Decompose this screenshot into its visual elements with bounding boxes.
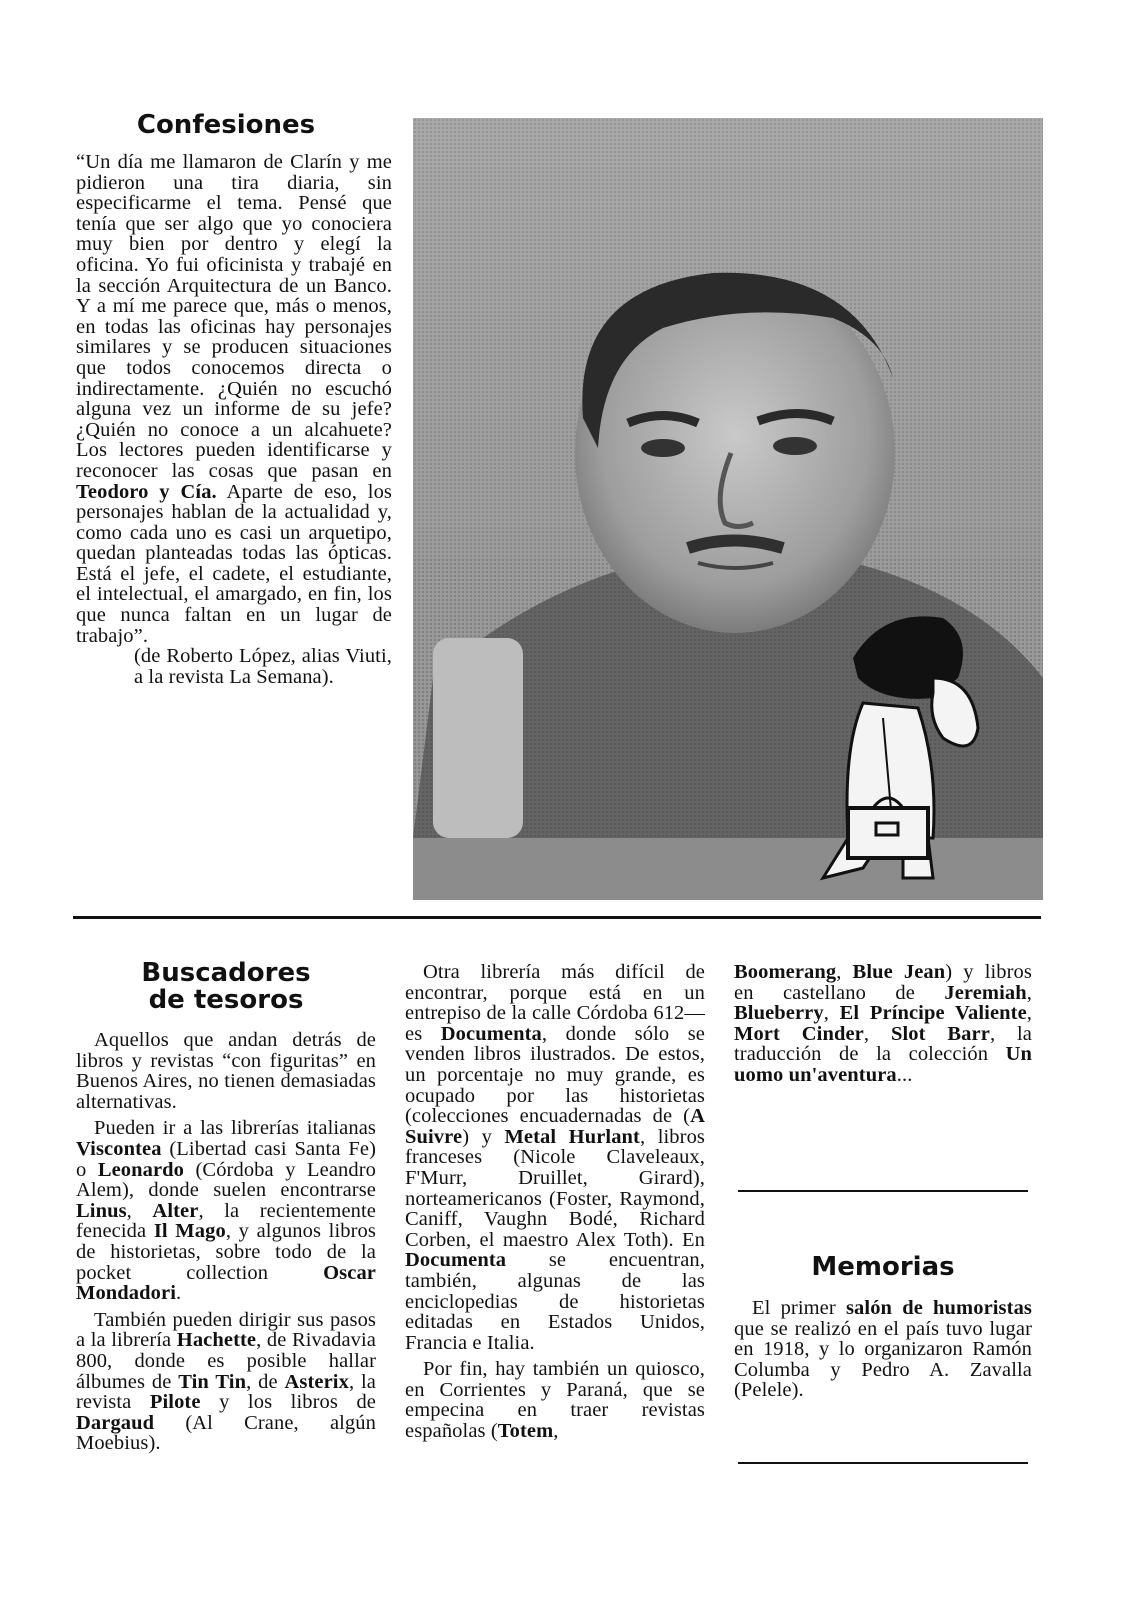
confesiones-quote: “Un día me llamaron de Clarín y me pidieron una tira diaria, sin especificarme el tema. Pensé que tenía que ser algo que yo conociera muy bien por dentro y elegí la oficina. Yo fui oficinista y trabajé en la sección Arquitectura de un Banco. Y a mí me parece que, más o menos, en todas las oficinas hay personajes similares y se producen situaciones que todos conocemos directa o indirectamente. ¿Quién no escuchó alguna vez un informe de su jefe? ¿Quién no conoce a un alcahuete? Los lectores pueden identificarse y reconocer las cosas que pasan en Teodoro y Cía. Aparte de eso, los personajes hablan de la actualidad y, como cada uno es casi un arquetipo, quedan planteadas todas las ópticas. Está el jefe, el cadete, el estudiante, el intelectual, el amargado, en fin, los que nunca faltan en un lugar de trabajo”. [76,151,392,647]
buscadores-title-line1: Buscadores [141,958,311,988]
confesiones-title: Confesiones [136,110,316,140]
right-column-rule-top [738,1190,1028,1192]
buscadores-paragraph-2: Pueden ir a las librerías italianas Viscontea (Libertad casi Santa Fe) o Leonardo (Córdoba y Leandro Alem), donde suelen encontrarse Linus, Alter, la recientemente fenecida Il Mago, y algunos libros de historietas, sobre todo de la pocket collection Oscar Mondadori. [76,1117,376,1305]
middle-paragraph-2: Por fin, hay también un quiosco, en Corrientes y Paraná, que se empecina en traer revistas españolas (Totem, [405,1358,705,1443]
confesiones-attribution: (de Roberto López, alias Viuti, a la revista La Semana). [134,645,392,688]
buscadores-title-line2: de tesoros [148,985,304,1016]
buscadores-paragraph-1: Aquellos que andan detrás de libros y revistas “con figuritas” en Buenos Aires, no tienen demasiadas alternativas. [76,1029,376,1113]
memorias-paragraph: El primer salón de humoristas que se realizó en el país tuvo lugar en 1918, y lo organizaron Ramón Columba y Pedro A. Zavalla (Pelele). [734,1297,1032,1402]
buscadores-title [96,960,356,1015]
buscadores-paragraph-3: También pueden dirigir sus pasos a la librería Hachette, de Rivadavia 800, donde es posible hallar álbumes de Tin Tin, de Asterix, la revista Pilote y los libros de Dargaud (Al Crane, algún Moebius). [76,1308,376,1455]
portrait-illustration [413,118,1043,900]
right-column-rule-bottom [738,1462,1028,1464]
section-divider [73,916,1041,919]
buscadores-body [76,1030,376,1454]
portrait-photo [413,118,1043,900]
memorias-title: Memorias [811,1252,955,1282]
confesiones-body [76,152,392,687]
right-paragraph-1: Boomerang, Blue Jean) y libros en castellano de Jeremiah, Blueberry, El Príncipe Valiente, Mort Cinder, Slot Barr, la traducción de la colección Un uomo un'aventura... [734,961,1033,1086]
memorias-body [734,1298,1032,1401]
right-column-body [734,962,1032,1086]
middle-column-body [405,962,705,1442]
middle-paragraph-1: Otra librería más difícil de encontrar, porque está en un entrepiso de la calle Córdoba 612— es Documenta, donde sólo se venden libros ilustrados. De estos, un porcentaje no muy grande, es ocupado por las historietas (colecciones encuadernadas de (A Suivre) y Metal Hurlant, libros franceses (Nicole Claveleaux, F'Murr, Druillet, Girard), norteamericanos (Foster, Raymond, Caniff, Vaughn Bodé, Richard Corben, el maestro Alex Toth). En Documenta se encuentran, también, algunas de las enciclopedias de historietas editadas en Estados Unidos, Francia e Italia. [405,961,705,1354]
